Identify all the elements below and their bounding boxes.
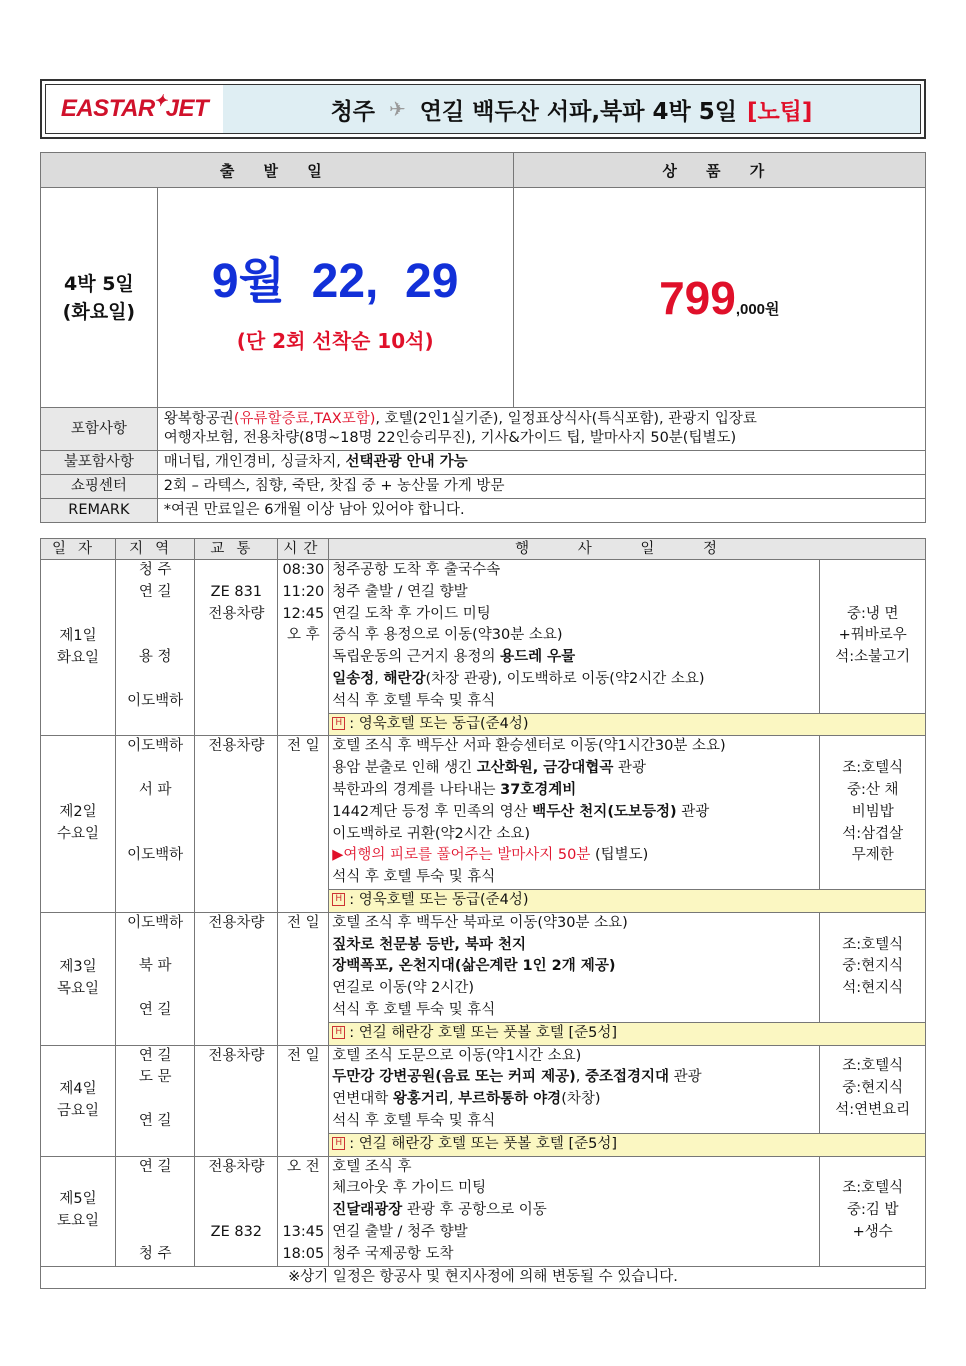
day-2-meals: 조:호텔식 중:산 채 비빔밥 석:삼겹살 무제한 (820, 736, 926, 890)
day-1-row (41, 560, 926, 714)
day-5-meals: 조:호텔식 중:김 밥 +생수 (820, 1156, 926, 1266)
day-5-times: 오 전 13:45 18:05 (278, 1156, 329, 1266)
excluded-text: 매너팁, 개인경비, 싱글차지, (163, 454, 346, 470)
day-3-transport: 전용차량 (195, 912, 278, 1045)
shopping-cell: 2회 – 라텍스, 침향, 죽탄, 찻집 중 + 농산물 가게 방문 (157, 475, 925, 499)
day-1-meals: 중:냉 면 +꿔바로우 석:소불고기 (820, 560, 926, 714)
seats-note: (단 2회 선착순 10석) (236, 328, 434, 353)
departure-header: 출 발 일 (41, 153, 514, 188)
page-title (223, 85, 920, 133)
day-2-times: 전 일 (278, 736, 329, 912)
day-3-row (41, 912, 926, 1022)
hotel-icon: H (332, 1137, 345, 1150)
col-date: 일자 (41, 539, 116, 560)
day-5-schedule: 호텔 조식 후 체크아웃 후 가이드 미팅 진달래광장 관광 후 공항으로 이동 연길 출발 / 청주 향발 청주 국제공항 도착 (329, 1156, 820, 1266)
day-3-times: 전 일 (278, 912, 329, 1045)
day-4-meals: 조:호텔식 중:현지식 석:연변요리 (820, 1045, 926, 1133)
included-text-3: 여행자보험, 전용차량(8명~18명 22인승리무진), 기사&가이드 팁, 발마사지 50분(팁별도) (163, 430, 737, 446)
remark-label: REMARK (41, 499, 158, 523)
day-2-hotel: H : 영욱호텔 또는 동급(준4성) (329, 889, 926, 912)
day-5-transport: 전용차량 ZE 832 (195, 1156, 278, 1266)
airplane-icon: ✈ (389, 97, 406, 121)
itinerary-table (40, 538, 926, 1289)
col-transport: 교통 (195, 539, 278, 560)
departure-dates-cell (157, 188, 513, 408)
title-banner (40, 79, 926, 139)
day-2-regions: 이도백하 서 파 이도백하 (116, 736, 195, 912)
day-5-row (41, 1156, 926, 1266)
day-3-hotel: H : 연길 해란강 호텔 또는 풋볼 호텔 [준5성] (329, 1022, 926, 1045)
hotel-icon: H (332, 1026, 345, 1039)
day-4-times: 전 일 (278, 1045, 329, 1156)
included-cell (157, 408, 925, 451)
included-label: 포함사항 (41, 408, 158, 451)
day-3-label: 제3일 목요일 (41, 912, 116, 1045)
optional-tour-note: 선택관광 안내 가능 (345, 454, 468, 470)
day-1-transport: ZE 831 전용차량 (195, 560, 278, 736)
day-4-hotel: H : 연길 해란강 호텔 또는 풋볼 호텔 [준5성] (329, 1133, 926, 1156)
weekday: (화요일) (62, 300, 136, 323)
day-5-regions: 연 길 청 주 (116, 1156, 195, 1266)
day-3-regions: 이도백하 북 파 연 길 (116, 912, 195, 1045)
duration: 4박 5일 (64, 272, 134, 295)
day-1-hotel: H : 영욱호텔 또는 동급(준4성) (329, 713, 926, 736)
excluded-label: 불포함사항 (41, 451, 158, 475)
day-2-row (41, 736, 926, 890)
eastar-jet-logo: EASTAR ✦ JET (46, 85, 223, 133)
day-2-schedule: 호텔 조식 후 백두산 서파 환승센터로 이동(약1시간30분 소요) 용암 분출로 인해 생긴 고산화원, 금강대협곡 관광 북한과의 경계를 나타내는 37호경계비 1442계단 등정 후 민족의 영산 백두산 천지(도보등정) 관광 이도백하로 귀환(약2시간 소요) ▶여행의 피로를 풀어주는 발마사지 50분 (팁별도) 석식 후 호텔 투숙 및 휴식 (329, 736, 820, 890)
hotel-icon: H (332, 717, 345, 730)
day-3-meals: 조:호텔식 중:현지식 석:현지식 (820, 912, 926, 1022)
day-1-regions: 청 주 연 길 용 정 이도백하 (116, 560, 195, 736)
no-tip-tag: [노팁] (746, 98, 813, 125)
day-4-label: 제4일 금요일 (41, 1045, 116, 1156)
included-text: 왕복항공권 (163, 411, 234, 427)
title-destination: 연길 백두산 서파,북파 4박 5일 (419, 98, 737, 125)
price-cell (513, 188, 925, 408)
price-red: 799 (659, 271, 736, 324)
day-4-schedule: 호텔 조식 도문으로 이동(약1시간 소요) 두만강 강변공원(음료 또는 커피 제공), 중조접경지대 관광 연변대학 왕홍거리, 부르하통하 야경(차창) 석식 후 호텔 투숙 및 휴식 (329, 1045, 820, 1133)
day-1-label: 제1일 화요일 (41, 560, 116, 736)
footer-note: ※상기 일정은 항공사 및 현지사정에 의해 변동될 수 있습니다. (41, 1266, 926, 1289)
included-tax-note: (유류할증료,TAX포함) (233, 411, 376, 427)
day-4-transport: 전용차량 (195, 1045, 278, 1156)
shopping-label: 쇼핑센터 (41, 475, 158, 499)
hotel-icon: H (332, 893, 345, 906)
summary-table (40, 152, 926, 523)
price-header: 상 품 가 (513, 153, 925, 188)
day-1-times: 08:30 11:20 12:45 오 후 (278, 560, 329, 736)
day-3-schedule: 호텔 조식 후 백두산 북파로 이동(약30분 소요) 짚차로 천문봉 등반, 북파 천지 장백폭포, 온천지대(삶은계란 1인 2개 제공) 연길로 이동(약 2시간) 석식 후 호텔 투숙 및 휴식 (329, 912, 820, 1022)
title-origin: 청주 (330, 98, 376, 125)
excluded-cell (157, 451, 925, 475)
day-2-label: 제2일 수요일 (41, 736, 116, 912)
price-rest: ,000원 (735, 300, 780, 318)
day-2-transport: 전용차량 (195, 736, 278, 912)
col-time: 시간 (278, 539, 329, 560)
day-1-schedule: 청주공항 도착 후 출국수속 청주 출발 / 연길 향발 연길 도착 후 가이드 미팅 중식 후 용정으로 이동(약30분 소요) 독립운동의 근거지 용정의 용드레 우물 일송정, 해란강(차장 관광), 이도백하로 이동(약2시간 소요) 석식 후 호텔 투숙 및 휴식 (329, 560, 820, 714)
day-5-label: 제5일 토요일 (41, 1156, 116, 1266)
remark-cell: *여권 만료일은 6개월 이상 남아 있어야 합니다. (157, 499, 925, 523)
duration-cell (41, 188, 158, 408)
day-4-row (41, 1045, 926, 1133)
col-region: 지역 (116, 539, 195, 560)
departure-dates: 9월 22, 29 (211, 254, 459, 308)
col-schedule: 행 사 일 정 (329, 539, 926, 560)
day-4-regions: 연 길 도 문 연 길 (116, 1045, 195, 1156)
included-text-2: , 호텔(2인1실기준), 일정표상식사(특식포함), 관광지 입장료 (375, 411, 757, 427)
